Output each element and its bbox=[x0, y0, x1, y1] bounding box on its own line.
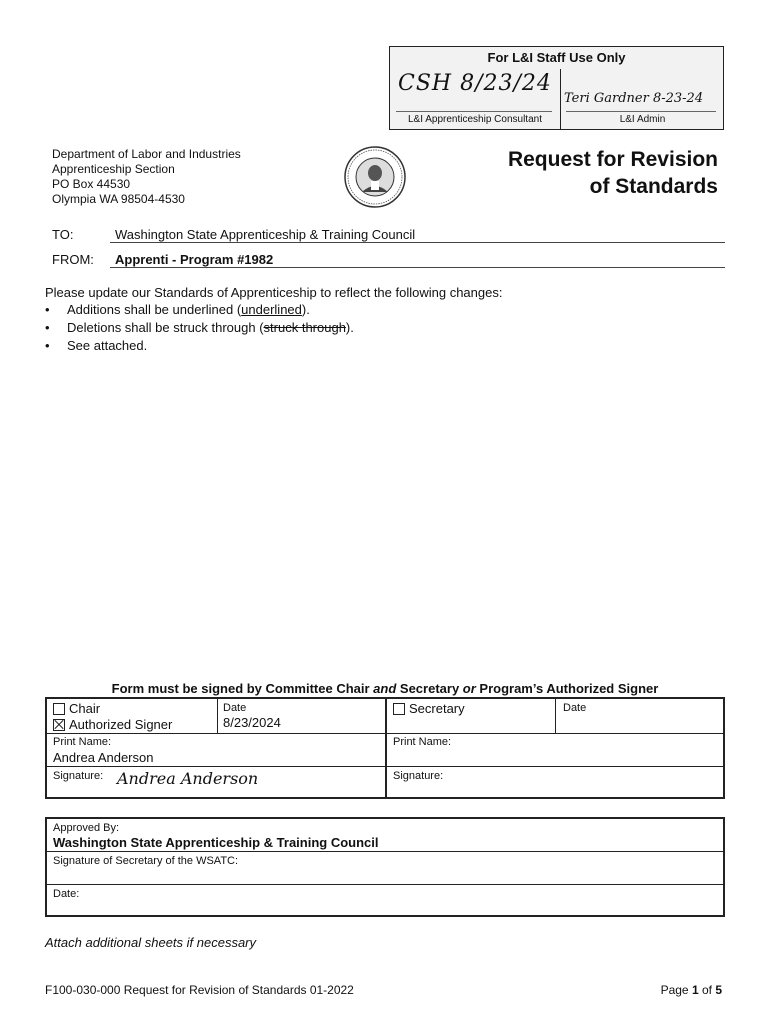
signature-value[interactable]: Andrea Anderson bbox=[117, 769, 259, 788]
page-text: of bbox=[698, 983, 716, 997]
authorized-signer-option[interactable] bbox=[53, 717, 172, 732]
address-line: Apprenticeship Section bbox=[52, 162, 175, 176]
print-name-label: Print Name: bbox=[53, 736, 112, 748]
cell-divider bbox=[555, 699, 556, 733]
from-value: Apprenti - Program #1982 bbox=[115, 252, 274, 267]
authorized-signer-label: Authorized Signer bbox=[69, 717, 173, 732]
from-line bbox=[110, 267, 725, 268]
signature-table bbox=[45, 697, 725, 799]
signature-label: Signature: bbox=[53, 770, 104, 782]
row-divider bbox=[47, 851, 723, 852]
document-title bbox=[440, 146, 718, 200]
heading-part: Secretary bbox=[396, 681, 463, 696]
consultant-signature-line bbox=[396, 111, 552, 112]
chair-option[interactable] bbox=[53, 701, 100, 716]
washington-state-seal-icon bbox=[344, 146, 406, 208]
title-line: Request for Revision bbox=[507, 148, 718, 171]
title-line: of Standards bbox=[589, 175, 718, 198]
bullet: • bbox=[45, 320, 50, 335]
bullet-text: See attached. bbox=[67, 338, 148, 353]
heading-part: or bbox=[462, 681, 476, 696]
consultant-label: L&I Apprenticeship Consultant bbox=[408, 114, 542, 125]
chair-checkbox[interactable] bbox=[53, 703, 65, 715]
print-name-value[interactable]: Andrea Anderson bbox=[53, 750, 154, 765]
agency-address bbox=[52, 147, 241, 207]
admin-label: L&I Admin bbox=[619, 114, 666, 125]
secretary-label: Secretary bbox=[409, 701, 465, 716]
struck-example: struck through bbox=[263, 320, 346, 335]
cell-divider bbox=[217, 699, 218, 733]
signing-heading bbox=[45, 681, 725, 696]
staff-use-box bbox=[389, 46, 724, 130]
bullet-attached bbox=[45, 338, 147, 353]
bullet: • bbox=[45, 338, 50, 353]
bullet-additions bbox=[45, 302, 310, 317]
chair-label: Chair bbox=[69, 701, 101, 716]
cell-divider bbox=[385, 699, 387, 797]
bullet-text: Additions shall be underlined ( bbox=[67, 302, 242, 317]
secretary-checkbox[interactable] bbox=[393, 703, 405, 715]
heading-part: Program’s Authorized Signer bbox=[475, 681, 659, 696]
secretary-signature-field-label: Signature of Secretary of the WSATC: bbox=[53, 855, 239, 867]
admin-signature-line bbox=[566, 111, 716, 112]
attach-note: Attach additional sheets if necessary bbox=[45, 935, 257, 950]
row-divider bbox=[47, 766, 723, 767]
page-text: Page bbox=[660, 983, 692, 997]
secretary-date-label: Date bbox=[563, 702, 587, 714]
heading-part: and bbox=[373, 681, 397, 696]
row-divider bbox=[47, 884, 723, 885]
form-id: F100-030-000 Request for Revision of Standards 01-2022 bbox=[45, 983, 354, 997]
page-current: 1 bbox=[691, 983, 699, 997]
approval-table bbox=[45, 817, 725, 917]
approval-date-label: Date: bbox=[53, 888, 80, 900]
date-value[interactable]: 8/23/2024 bbox=[223, 715, 281, 730]
address-line: Department of Labor and Industries bbox=[52, 147, 241, 161]
council-name: Washington State Apprenticeship & Training Council bbox=[53, 835, 379, 850]
heading-part: Form must be signed by Committee Chair bbox=[111, 681, 374, 696]
row-divider bbox=[47, 733, 723, 734]
to-label: TO: bbox=[52, 227, 74, 242]
secretary-print-name-label: Print Name: bbox=[393, 736, 452, 748]
page-total: 5 bbox=[715, 983, 722, 997]
to-value: Washington State Apprenticeship & Training Council bbox=[115, 227, 416, 242]
intro-text: Please update our Standards of Apprenticeship to reflect the following changes: bbox=[45, 285, 503, 300]
underlined-example: underlined bbox=[241, 302, 302, 317]
bullet-text: ). bbox=[301, 302, 310, 317]
bullet: • bbox=[45, 302, 50, 317]
secretary-signature-label: Signature: bbox=[393, 770, 444, 782]
consultant-signature: CSH 8/23/24 bbox=[398, 71, 552, 96]
page-number bbox=[620, 983, 722, 997]
approved-by-label: Approved By: bbox=[53, 822, 120, 834]
to-line bbox=[110, 242, 725, 243]
staff-use-title: For L&I Staff Use Only bbox=[487, 50, 626, 65]
address-line: PO Box 44530 bbox=[52, 177, 131, 191]
address-line: Olympia WA 98504-4530 bbox=[52, 192, 185, 206]
authorized-signer-checkbox[interactable] bbox=[53, 719, 65, 731]
from-label: FROM: bbox=[52, 252, 94, 267]
bullet-text: Deletions shall be struck through ( bbox=[67, 320, 264, 335]
secretary-option[interactable] bbox=[393, 701, 465, 716]
admin-signature: Teri Gardner 8-23-24 bbox=[564, 91, 704, 106]
bullet-deletions bbox=[45, 320, 354, 335]
bullet-text: ). bbox=[345, 320, 354, 335]
date-label: Date bbox=[223, 702, 247, 714]
